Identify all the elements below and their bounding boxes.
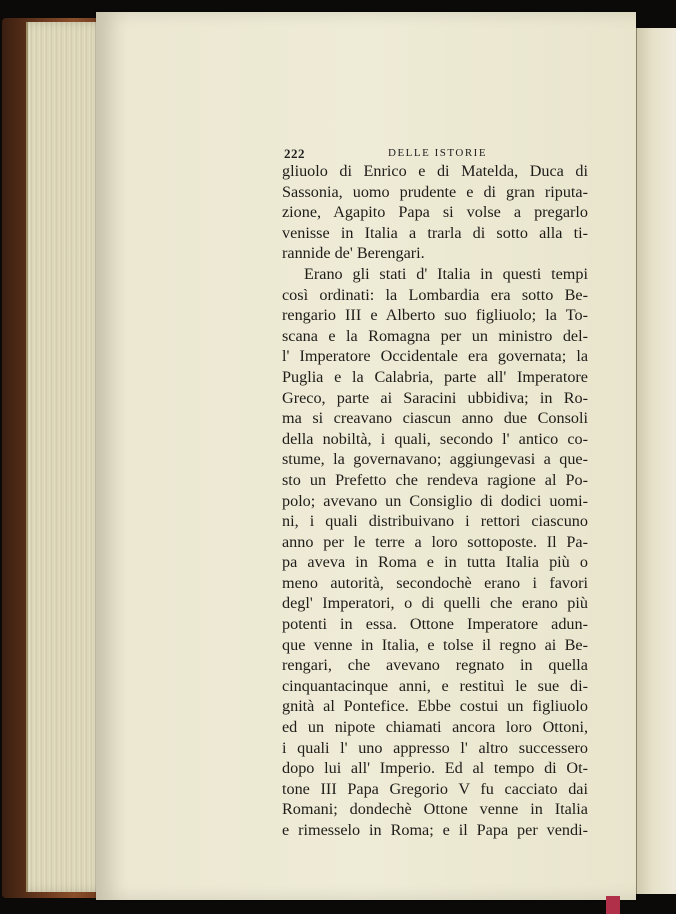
text-line: cinquantacinque anni, e restituì le sue di- (282, 676, 588, 695)
text-line: que venne in Italia, e tolse il regno ai Be- (282, 635, 588, 654)
text-line: rengario III e Alberto suo figliuolo; la To- (282, 306, 588, 325)
text-line: gliuolo di Enrico e di Matelda, Duca di (282, 162, 588, 180)
text-line: pa aveva in Roma e in tutta Italia più o (282, 553, 588, 572)
text-line: sto un Prefetto che rendeva ragione al Po- (282, 470, 588, 489)
facing-page-edge (636, 28, 676, 894)
text-line: stume, la governavano; aggiungevasi a que- (282, 450, 588, 469)
text-line: e rimesselo in Roma; e il Papa per vendi- (282, 821, 588, 839)
page-number: 222 (284, 146, 305, 161)
text-line: l' Imperatore Occidentale era governata; la (282, 347, 588, 366)
page-header (284, 146, 584, 162)
text-line: scana e la Romagna per un ministro del- (282, 326, 588, 345)
text-line: Romani; dondechè Ottone venne in Italia (282, 800, 588, 819)
text-line: gnità al Pontefice. Ebbe costui un figliuolo (282, 697, 588, 716)
text-line: meno autorità, secondochè erano i favori (282, 573, 588, 592)
text-line: della nobiltà, i quali, secondo l' antico co- (282, 429, 588, 448)
text-line: rannide de' Berengari. (282, 244, 425, 263)
text-line: ed un nipote chiamati ancora loro Ottoni, (282, 718, 588, 737)
text-line: Greco, parte ai Saracini ubbidiva; in Ro- (282, 388, 588, 407)
text-line: ni, i quali distribuivano i rettori ciascuno (282, 512, 588, 531)
text-line: così ordinati: la Lombardia era sotto Be- (282, 285, 588, 304)
text-line: tone III Papa Gregorio V fu cacciato dai (282, 779, 588, 798)
text-line: anno per le terre a loro sottoposte. Il Pa- (282, 532, 588, 551)
text-line: Sassonia, uomo prudente e di gran riputa- (282, 182, 588, 201)
text-line: polo; avevano un Consiglio di dodici uomi- (282, 491, 588, 510)
text-line: Puglia e la Calabria, parte all' Imperatore (282, 367, 588, 386)
text-line: rengari, che avevano regnato in quella (282, 656, 588, 675)
text-line: degl' Imperatori, o di quelli che erano più (282, 594, 588, 613)
body-text (282, 161, 588, 841)
text-line: ma si creavano ciascun anno due Consoli (282, 409, 588, 428)
text-line: venisse in Italia a trarla di sotto alla ti- (282, 223, 588, 242)
ribbon-bookmark (606, 896, 620, 914)
text-line: potenti in essa. Ottone Imperatore adun- (282, 615, 588, 634)
text-line: i quali l' uno appresso l' altro successero (282, 738, 588, 757)
text-line: Erano gli stati d' Italia in questi tempi (304, 264, 588, 283)
running-head: DELLE ISTORIE (388, 147, 488, 159)
text-line: dopo lui all' Imperio. Ed al tempo di Ot- (282, 759, 588, 778)
text-line: zione, Agapito Papa si volse a pregarlo (282, 203, 588, 222)
